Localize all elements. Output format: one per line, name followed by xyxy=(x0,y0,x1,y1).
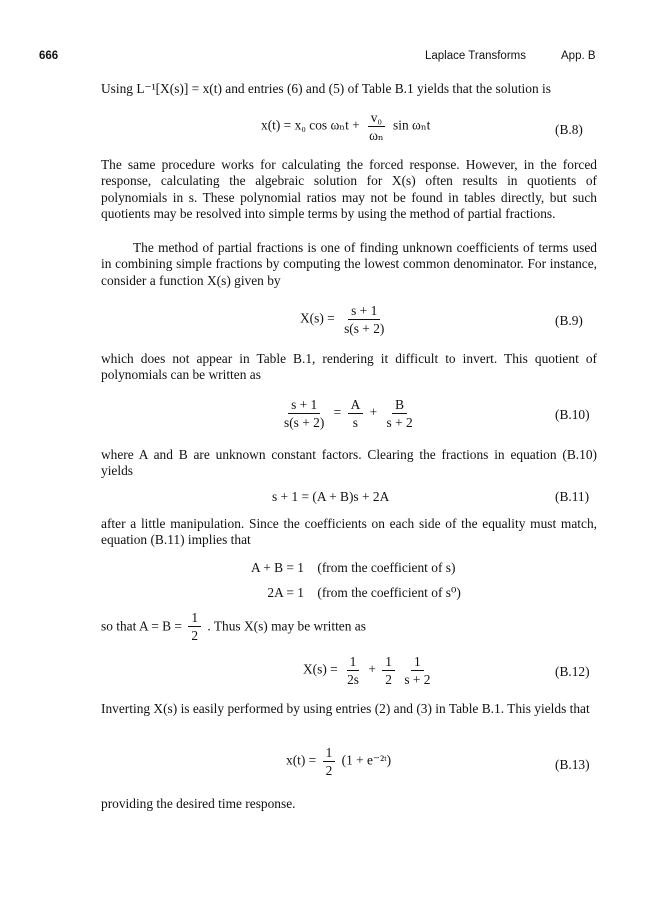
paragraph-manipulation: after a little manipulation. Since the coefficients on each side of the equality must match, equation (B.11) implies that xyxy=(101,516,597,548)
equation-b11: s + 1 = (A + B)s + 2A xyxy=(272,489,390,504)
fraction-numerator: 1 xyxy=(382,654,395,671)
equation-b9 xyxy=(300,303,390,336)
fraction-numerator: 1 xyxy=(411,654,424,671)
paragraph-intro: Using L⁻¹[X(s)] = x(t) and entries (6) and (5) of Table B.1 yields that the solution is xyxy=(101,81,551,96)
fraction-denominator: ωₙ xyxy=(369,128,384,143)
equation-b12-fraction-3 xyxy=(401,654,433,687)
paragraph-partial-fractions: The method of partial fractions is one of finding unknown coefficients of terms used in combining simple fractions by computing the lowest common denominator. For instance, consider a function X(s) given by xyxy=(101,240,597,288)
equation-b12-lhs: X(s) = xyxy=(303,661,338,677)
equation-b10-fraction-left xyxy=(281,397,327,430)
equation-b10-fraction-a xyxy=(348,397,364,430)
system-equation-2-eq: 2A = 1 xyxy=(267,585,304,600)
fraction-denominator: 2 xyxy=(191,628,199,643)
running-title: Laplace Transforms xyxy=(425,50,526,62)
fraction-numerator: 1 xyxy=(347,654,360,671)
paragraph-so-that-tail: . Thus X(s) may be written as xyxy=(207,618,366,634)
equation-number-b10: (B.10) xyxy=(555,407,590,422)
paragraph-forced-response: The same procedure works for calculating the forced response. However, in the forced response, calculating the algebraic solution for X(s) often results in quotients of polynomials in s. These polynomial ratios may not be found in tables directly, but such quotients may be resolved into simple terms by using the method of partial fractions. xyxy=(101,157,597,222)
equation-b12-fraction-1 xyxy=(344,654,362,687)
paragraph-so-that-text: so that A = B = xyxy=(101,618,182,634)
fraction-denominator: s(s + 2) xyxy=(284,415,325,430)
paragraph-quotient: which does not appear in Table B.1, rendering it difficult to invert. This quotient of polynomials can be written as xyxy=(101,351,597,383)
equation-b13-lhs: x(t) = xyxy=(286,752,317,768)
equation-b10 xyxy=(278,397,419,430)
fraction-denominator: s(s + 2) xyxy=(344,321,385,336)
fraction-numerator: s + 1 xyxy=(348,303,380,320)
equation-b13-rhs: (1 + e⁻²ᵗ) xyxy=(341,752,392,768)
equation-b12-fraction-2 xyxy=(382,654,395,687)
system-equation-2 xyxy=(232,585,461,601)
equation-number-b13: (B.13) xyxy=(555,757,590,772)
page-number: 666 xyxy=(39,50,59,62)
fraction-denominator: 2s xyxy=(347,672,359,687)
equals-sign: = xyxy=(333,404,342,420)
fraction-denominator: 2 xyxy=(385,672,392,687)
fraction-numerator: s + 1 xyxy=(288,397,320,414)
fraction-numerator: B xyxy=(392,397,407,414)
plus-sign: + xyxy=(368,661,376,677)
fraction-denominator: s xyxy=(352,415,359,430)
equation-b9-fraction xyxy=(341,303,387,336)
fraction-denominator: 2 xyxy=(325,763,333,778)
equation-b9-lhs: X(s) = xyxy=(300,310,335,326)
equation-number-b8: (B.8) xyxy=(555,122,583,137)
fraction-denominator: s + 2 xyxy=(404,672,431,687)
system-equation-1-eq: A + B = 1 xyxy=(250,560,304,575)
equation-b13 xyxy=(286,745,391,778)
appendix-label: App. B xyxy=(561,50,596,62)
paragraph-inverting: Inverting X(s) is easily performed by using entries (2) and (3) in Table B.1. This yields that xyxy=(101,701,590,716)
paragraph-clearing: where A and B are unknown constant factors. Clearing the fractions in equation (B.10) yields xyxy=(101,447,597,479)
fraction-numerator: 1 xyxy=(323,745,336,762)
equation-number-b9: (B.9) xyxy=(555,313,583,328)
equation-b8-fraction xyxy=(366,110,387,143)
equation-number-b11: (B.11) xyxy=(555,489,590,504)
equation-b12 xyxy=(303,654,436,687)
equation-b8 xyxy=(261,110,430,143)
equation-b8-rhs: sin ωₙt xyxy=(393,117,431,133)
fraction-denominator: s + 2 xyxy=(386,415,413,430)
plus-sign: + xyxy=(369,404,378,420)
one-half-fraction xyxy=(188,610,201,643)
equation-b13-fraction xyxy=(323,745,336,778)
fraction-numerator: A xyxy=(348,397,364,414)
system-equation-2-note: (from the coefficient of s⁰) xyxy=(317,585,461,600)
fraction-numerator: v₀ xyxy=(368,110,385,127)
system-equation-1-note: (from the coefficient of s) xyxy=(317,560,456,575)
equation-b8-lhs: x(t) = x₀ cos ωₙt + xyxy=(261,117,360,133)
equation-number-b12: (B.12) xyxy=(555,664,590,679)
system-equation-1 xyxy=(232,560,455,576)
paragraph-so-that xyxy=(101,610,366,643)
paragraph-conclusion: providing the desired time response. xyxy=(101,796,296,811)
equation-b10-fraction-b xyxy=(384,397,416,430)
fraction-numerator: 1 xyxy=(188,610,201,627)
